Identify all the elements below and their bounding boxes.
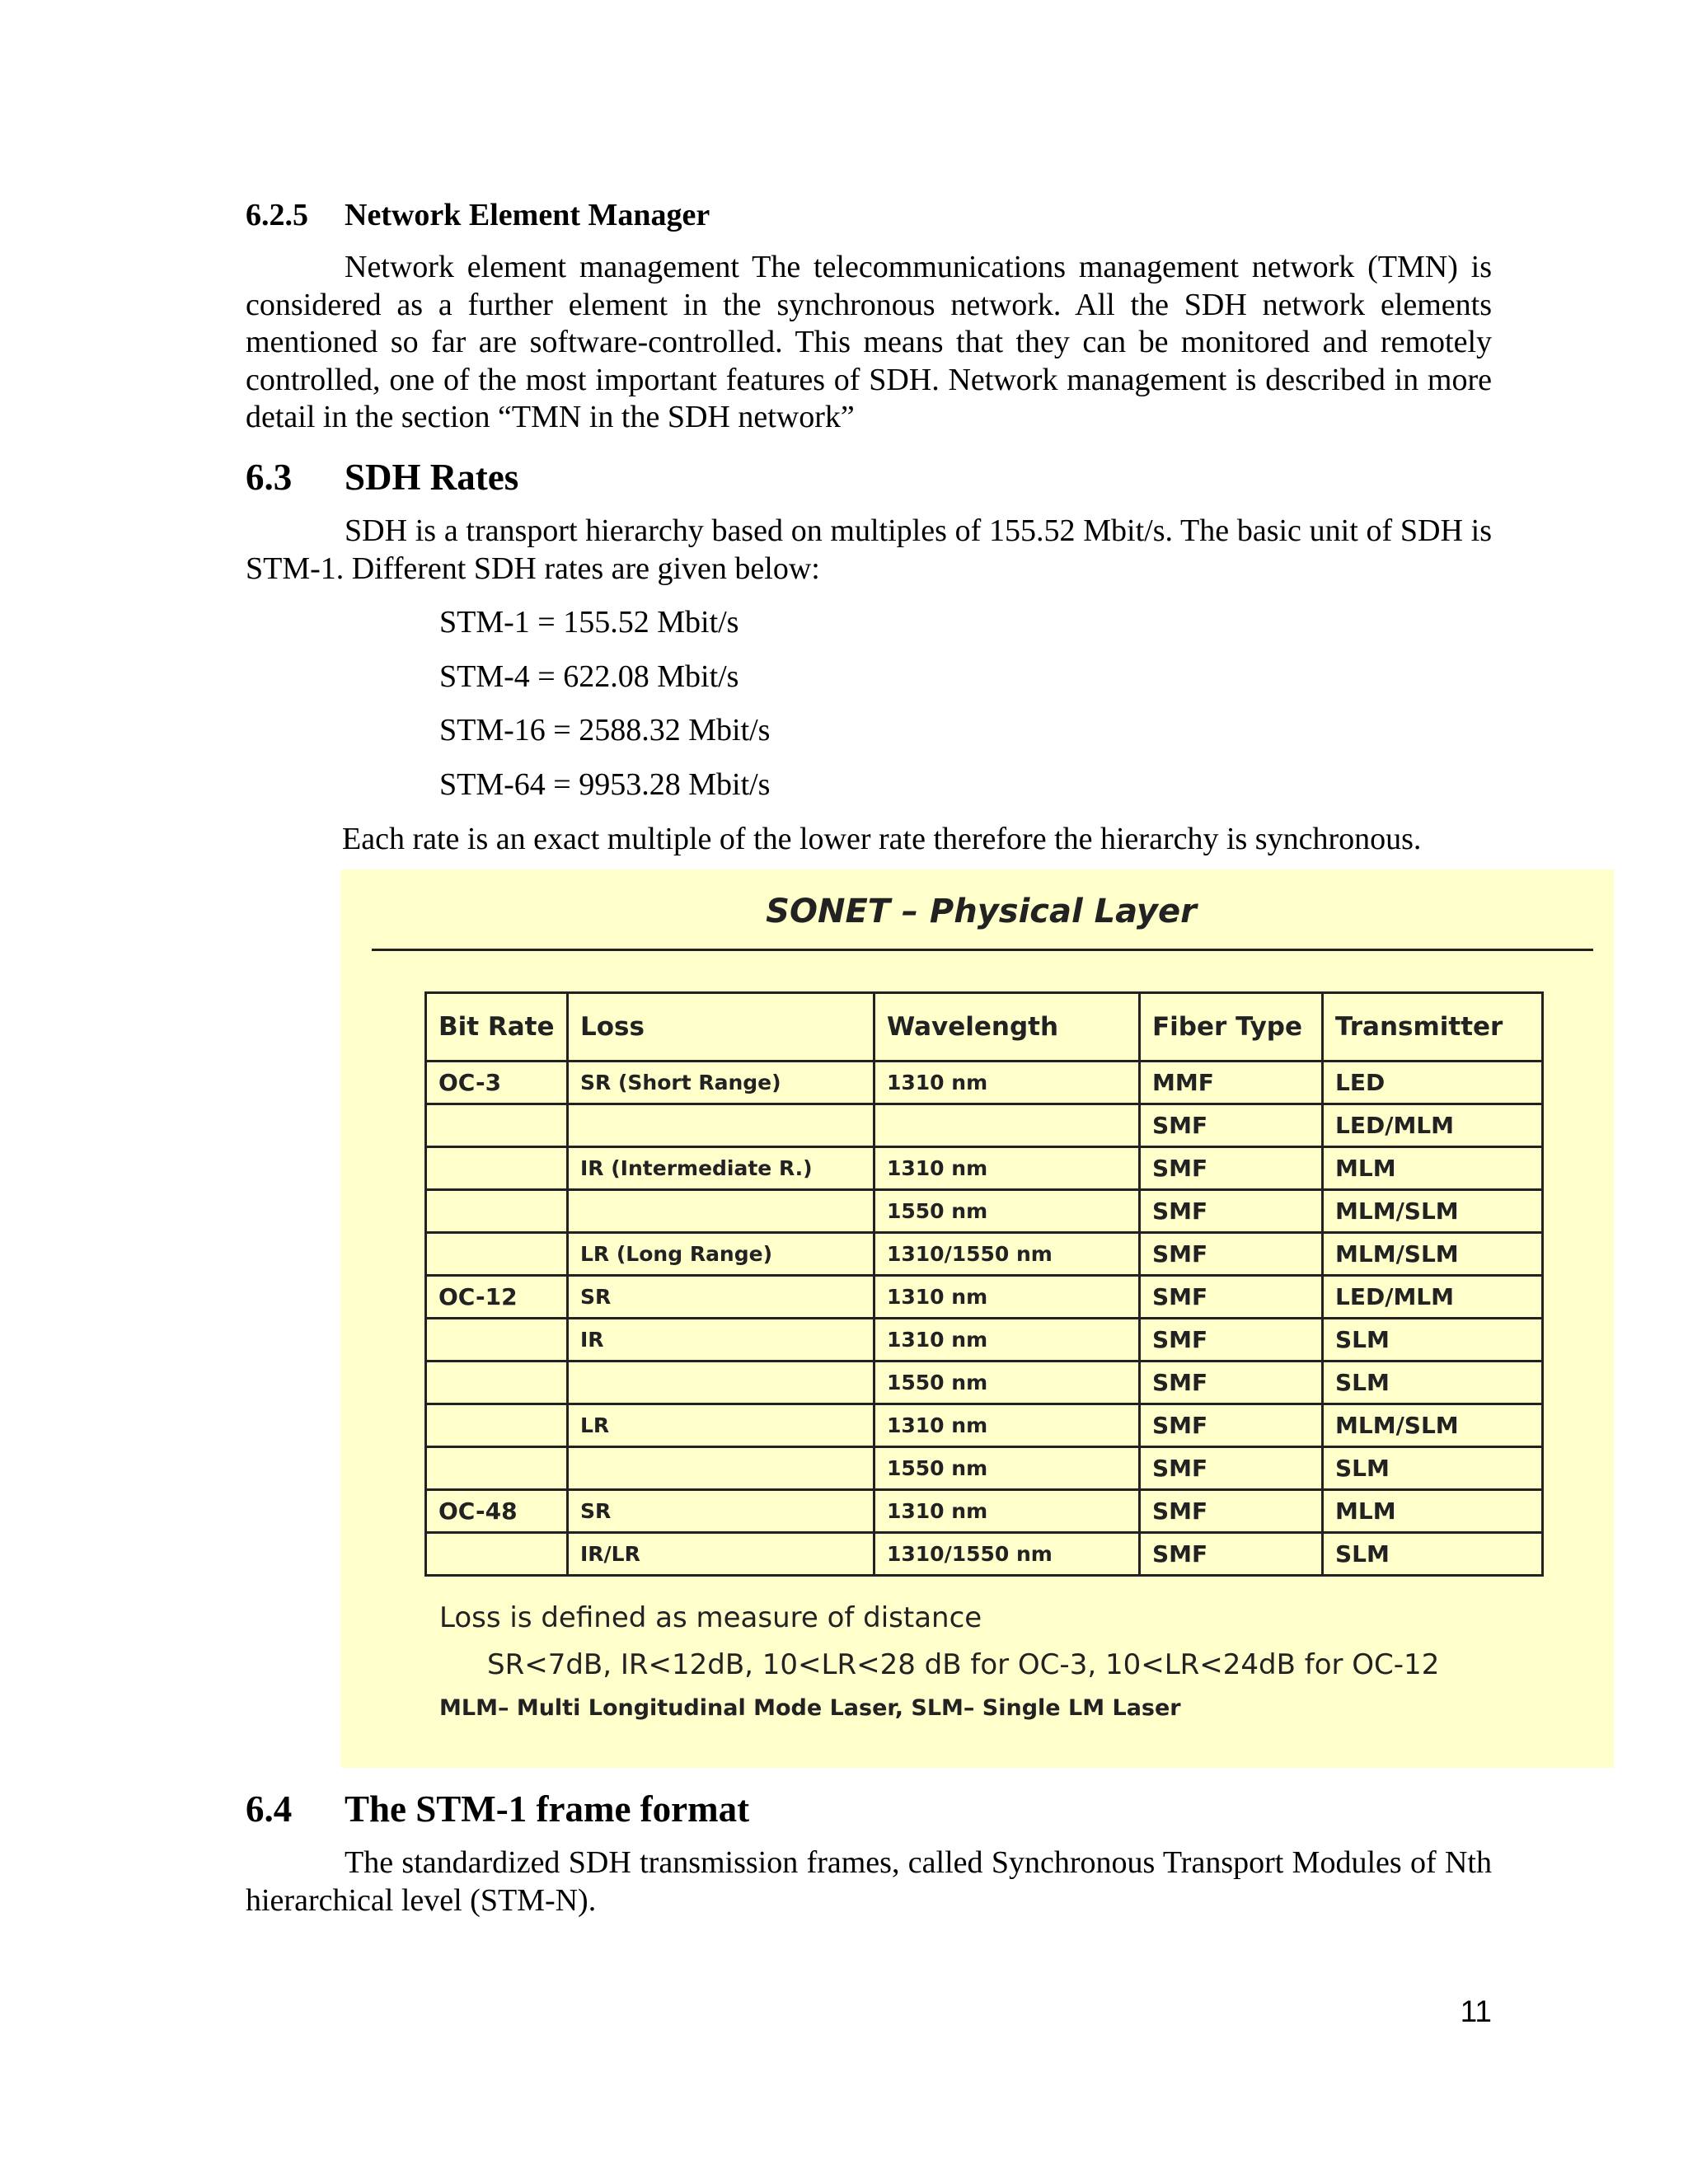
cell-fiber-type: MMF xyxy=(1140,1062,1323,1104)
section-number: 6.3 xyxy=(246,457,293,498)
cell-wavelength: 1550 nm xyxy=(874,1361,1140,1404)
table-row xyxy=(426,1404,1543,1447)
cell-fiber-type: SMF xyxy=(1140,1361,1323,1404)
cell-loss xyxy=(568,1190,874,1233)
cell-wavelength: 1550 nm xyxy=(874,1447,1140,1490)
cell-transmitter: LED/MLM xyxy=(1323,1276,1543,1319)
cell-fiber-type: SMF xyxy=(1140,1404,1323,1447)
table-header-row xyxy=(426,993,1543,1062)
section-6-3-heading xyxy=(246,453,518,501)
cell-wavelength xyxy=(874,1104,1140,1147)
cell-wavelength: 1550 nm xyxy=(874,1190,1140,1233)
cell-loss: IR (Intermediate R.) xyxy=(568,1147,874,1190)
cell-transmitter: MLM xyxy=(1323,1490,1543,1533)
section-6-4-body: The standardized SDH transmission frames, called Synchronous Transport Modules of Nth hierarchical level (STM-N). xyxy=(246,1845,1492,1918)
cell-transmitter: MLM/SLM xyxy=(1323,1404,1543,1447)
column-header-loss: Loss xyxy=(568,993,874,1062)
cell-bit-rate: OC-12 xyxy=(426,1276,568,1319)
section-6-2-5-heading xyxy=(246,194,710,236)
cell-transmitter: MLM xyxy=(1323,1147,1543,1190)
cell-bit-rate xyxy=(426,1104,568,1147)
figure-note-values: SR<7dB, IR<12dB, 10<LR<28 dB for OC-3, 10<LR<24dB for OC-12 xyxy=(487,1648,1440,1681)
cell-fiber-type: SMF xyxy=(1140,1104,1323,1147)
cell-fiber-type: SMF xyxy=(1140,1533,1323,1576)
cell-fiber-type: SMF xyxy=(1140,1276,1323,1319)
section-title: The STM-1 frame format xyxy=(345,1788,750,1830)
cell-bit-rate xyxy=(426,1404,568,1447)
rate-item: STM-16 = 2588.32 Mbit/s xyxy=(439,713,771,748)
cell-transmitter: MLM/SLM xyxy=(1323,1233,1543,1276)
cell-loss xyxy=(568,1361,874,1404)
sonet-table-body xyxy=(426,1062,1543,1576)
cell-loss: IR xyxy=(568,1319,874,1361)
cell-transmitter: SLM xyxy=(1323,1533,1543,1576)
page-number: 11 xyxy=(1460,1994,1492,2028)
table-row xyxy=(426,1147,1543,1190)
cell-transmitter: LED xyxy=(1323,1062,1543,1104)
section-title: SDH Rates xyxy=(345,457,519,498)
rate-item: STM-4 = 622.08 Mbit/s xyxy=(439,658,739,694)
cell-fiber-type: SMF xyxy=(1140,1190,1323,1233)
cell-bit-rate xyxy=(426,1319,568,1361)
cell-transmitter: SLM xyxy=(1323,1361,1543,1404)
table-row xyxy=(426,1361,1543,1404)
cell-wavelength: 1310 nm xyxy=(874,1490,1140,1533)
cell-loss: SR xyxy=(568,1490,874,1533)
column-header-wavelength: Wavelength xyxy=(874,993,1140,1062)
cell-fiber-type: SMF xyxy=(1140,1233,1323,1276)
table-row xyxy=(426,1104,1543,1147)
figure-title: SONET – Physical Layer xyxy=(766,893,1197,930)
cell-loss xyxy=(568,1104,874,1147)
section-number: 6.2.5 xyxy=(246,198,308,232)
cell-loss: SR (Short Range) xyxy=(568,1062,874,1104)
table-row xyxy=(426,1447,1543,1490)
cell-loss: SR xyxy=(568,1276,874,1319)
cell-loss: IR/LR xyxy=(568,1533,874,1576)
rate-item: STM-64 = 9953.28 Mbit/s xyxy=(439,766,771,802)
cell-loss: LR (Long Range) xyxy=(568,1233,874,1276)
cell-wavelength: 1310/1550 nm xyxy=(874,1233,1140,1276)
cell-wavelength: 1310 nm xyxy=(874,1147,1140,1190)
sonet-table xyxy=(424,991,1544,1577)
cell-bit-rate: OC-48 xyxy=(426,1490,568,1533)
cell-wavelength: 1310 nm xyxy=(874,1404,1140,1447)
section-6-4-heading xyxy=(246,1785,749,1833)
figure-note-abbreviations: MLM– Multi Longitudinal Mode Laser, SLM– Single LM Laser xyxy=(439,1695,1181,1721)
cell-transmitter: SLM xyxy=(1323,1447,1543,1490)
cell-fiber-type: SMF xyxy=(1140,1490,1323,1533)
cell-transmitter: SLM xyxy=(1323,1319,1543,1361)
table-row xyxy=(426,1319,1543,1361)
cell-bit-rate xyxy=(426,1233,568,1276)
cell-bit-rate xyxy=(426,1447,568,1490)
cell-fiber-type: SMF xyxy=(1140,1319,1323,1361)
sdh-rates-list xyxy=(439,602,770,818)
table-row xyxy=(426,1276,1543,1319)
section-title: Network Element Manager xyxy=(345,198,710,232)
section-number: 6.4 xyxy=(246,1788,293,1830)
cell-bit-rate xyxy=(426,1190,568,1233)
section-6-2-5-body: Network element management The telecommunications management network (TMN) is considered as a further element in the synchronous network. All the SDH network elements mentioned so far are software-controlled. This means that they can be monitored and remotely controlled, one of the most important features of SDH. Network management is described in more detail in the section “TMN in the SDH network” xyxy=(246,250,1492,435)
table-row xyxy=(426,1190,1543,1233)
cell-transmitter: MLM/SLM xyxy=(1323,1190,1543,1233)
cell-wavelength: 1310/1550 nm xyxy=(874,1533,1140,1576)
cell-wavelength: 1310 nm xyxy=(874,1319,1140,1361)
cell-loss xyxy=(568,1447,874,1490)
cell-bit-rate xyxy=(426,1147,568,1190)
table-row xyxy=(426,1490,1543,1533)
rate-item: STM-1 = 155.52 Mbit/s xyxy=(439,605,739,640)
column-header-fiber-type: Fiber Type xyxy=(1140,993,1323,1062)
sonet-physical-layer-figure xyxy=(340,869,1614,1768)
figure-note-loss: Loss is defined as measure of distance xyxy=(439,1601,982,1634)
cell-fiber-type: SMF xyxy=(1140,1447,1323,1490)
cell-wavelength: 1310 nm xyxy=(874,1276,1140,1319)
section-6-3-body: SDH is a transport hierarchy based on multiples of 155.52 Mbit/s. The basic unit of SDH is STM-1. Different SDH rates are given below: xyxy=(246,513,1492,586)
column-header-bit-rate: Bit Rate xyxy=(426,993,568,1062)
table-row xyxy=(426,1233,1543,1276)
table-row xyxy=(426,1533,1543,1576)
table-row xyxy=(426,1062,1543,1104)
cell-bit-rate: OC-3 xyxy=(426,1062,568,1104)
section-6-3-closing: Each rate is an exact multiple of the lower rate therefore the hierarchy is synchronous. xyxy=(342,822,1422,856)
column-header-transmitter: Transmitter xyxy=(1323,993,1543,1062)
cell-transmitter: LED/MLM xyxy=(1323,1104,1543,1147)
cell-loss: LR xyxy=(568,1404,874,1447)
cell-wavelength: 1310 nm xyxy=(874,1062,1140,1104)
cell-fiber-type: SMF xyxy=(1140,1147,1323,1190)
cell-bit-rate xyxy=(426,1533,568,1576)
figure-title-rule xyxy=(372,949,1593,951)
cell-bit-rate xyxy=(426,1361,568,1404)
